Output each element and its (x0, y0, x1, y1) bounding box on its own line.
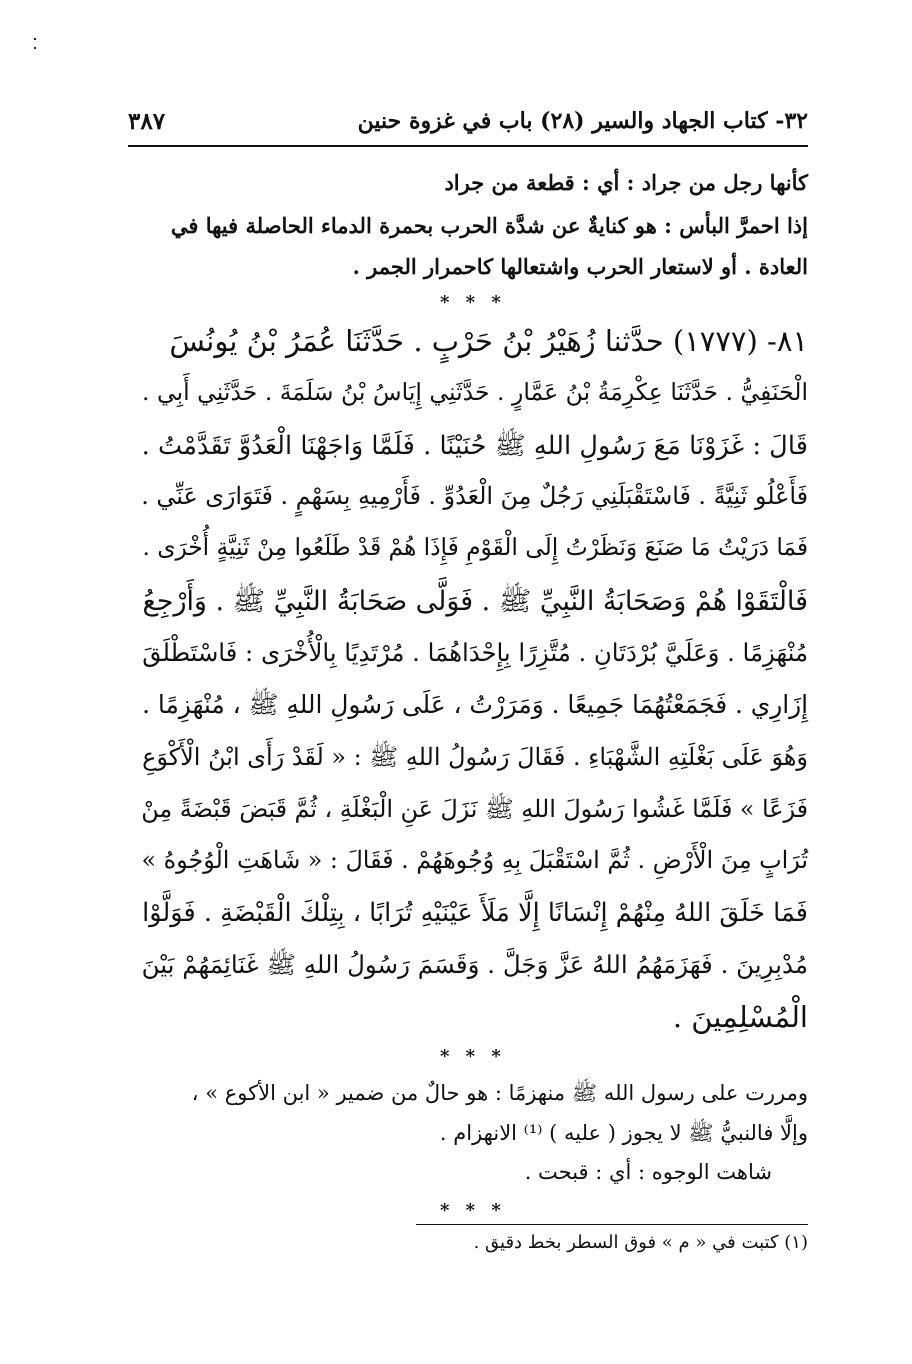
hadith-line: الْحَنَفِيُّ . حَدَّثَنَا عِكْرِمَةُ بْنُ عَمَّارٍ . حَدَّثَنِي إِيَاسُ بْنُ سَلَمَةَ . حَدَّثَنِي أَبِي . (142, 378, 808, 406)
hadith-line: فَمَا دَرَيْتُ مَا صَنَعَ وَنَظَرْتُ إِلَى الْقَوْمِ فَإِذَا هُمْ قَدْ طَلَعُوا مِنْ ثَنِيَّةٍ أُخْرَى . (142, 534, 808, 561)
chapter-title: ٣٢- كتاب الجهاد والسير (٢٨) باب في غزوة حنين (357, 108, 808, 134)
intro-line: إذا احمرَّ البأس : هو كنايةٌ عن شدَّة الحرب بحمرة الدماء الحاصلة فيها في (170, 213, 808, 238)
intro-line: كأنها رجل من جراد : أي : قطعة من جراد (444, 170, 808, 195)
hadith-line: ٨١- (١٧٧٧) حدَّثنا زُهَيْرُ بْنُ حَرْبٍ . حَدَّثَنَا عُمَرُ بْنُ يُونُسَ (169, 324, 808, 358)
separator-stars: * * * (440, 1200, 506, 1221)
hadith-line: الْمُسْلِمِينَ . (672, 1000, 808, 1034)
running-header (128, 108, 808, 142)
intro-line: العادة . أو لاستعار الحرب واشتعالها كاحمرار الجمر . (352, 254, 808, 279)
separator-stars: * * * (440, 1046, 506, 1067)
hadith-line: قَالَ : غَزَوْنَا مَعَ رَسُولِ اللهِ ﷺ حُنَيْنًا . فَلَمَّا وَاجَهْنَا الْعَدُوَّ تَقَدَّمْتُ . (141, 431, 808, 461)
hadith-line: فَزَعًا » فَلَمَّا غَشُوا رَسُولَ اللهِ ﷺ نَزَلَ عَنِ الْبَغْلَةِ ، ثُمَّ قَبَضَ قَبْضَةً مِنْ (141, 795, 808, 823)
footnote: (١) كتبت في « م » فوق السطر بخط دقيق . (473, 1232, 808, 1253)
note-line: ومررت على رسول الله ﷺ منهزمًا : هو حالٌ من ضمير « ابن الأكوع » ، (191, 1081, 808, 1105)
scan-mark (34, 47, 36, 49)
hadith-line: تُرَابٍ مِنَ الْأَرْضِ . ثُمَّ اسْتَقْبَلَ بِهِ وُجُوهَهُمْ . فَقَالَ : « شَاهَتِ الْوُجُوهُ » (141, 846, 808, 874)
note-line: شاهت الوجوه : أي : قبحت . (524, 1160, 772, 1184)
hadith-line: فَأَعْلُو ثَنِيَّةً . فَاسْتَقْبَلَنِي رَجُلٌ مِنَ الْعَدُوِّ . فَأَرْمِيهِ بِسَهْمٍ . فَتَوَارَى عَنِّي . (141, 482, 808, 510)
page-number: ٣٨٧ (128, 108, 166, 135)
hadith-line: فَالْتَقَوْا هُمْ وَصَحَابَةُ النَّبِيِّ ﷺ . فَوَلَّى صَحَابَةُ النَّبِيِّ ﷺ . وَأَرْجِعُ (142, 586, 808, 617)
hadith-line: إِزَارِي . فَجَمَعْتُهُمَا جَمِيعًا . وَمَرَرْتُ ، عَلَى رَسُولِ اللهِ ﷺ ، مُنْهَزِمًا . (142, 690, 808, 719)
hadith-line: مُدْبِرِينَ . فَهَزَمَهُمُ اللهُ عَزَّ وَجَلَّ . وَقَسَمَ رَسُولُ اللهِ ﷺ غَنَائِمَهُمْ بَيْنَ (141, 950, 808, 979)
hadith-line: فَمَا خَلَقَ اللهُ مِنْهُمْ إِنْسَانًا إِلَّا مَلَأَ عَيْنَيْهِ تُرَابًا ، بِتِلْكَ الْقَبْضَةِ . فَوَلَّوْا (142, 898, 808, 928)
note-line: وإلَّا فالنبيُّ ﷺ لا يجوز ( عليه ) ⁽¹⁾ الانهزام . (439, 1121, 808, 1145)
header-rule (128, 145, 808, 147)
hadith-line: مُنْهَزِمًا . وَعَلَيَّ بُرْدَتَانِ . مُتَّزِرًا بِإِحْدَاهُمَا . مُرْتَدِيًا بِالْأُخْرَى : فَاسْتَطْلَقَ (142, 638, 808, 667)
separator-stars: * * * (440, 292, 506, 313)
hadith-line: وَهُوَ عَلَى بَغْلَتِهِ الشَّهْبَاءِ . فَقَالَ رَسُولُ اللهِ ﷺ : « لَقَدْ رَأَى ابْنُ الْأَكْوَعِ (142, 743, 808, 771)
footnote-rule (416, 1224, 808, 1225)
scan-mark (34, 38, 36, 40)
